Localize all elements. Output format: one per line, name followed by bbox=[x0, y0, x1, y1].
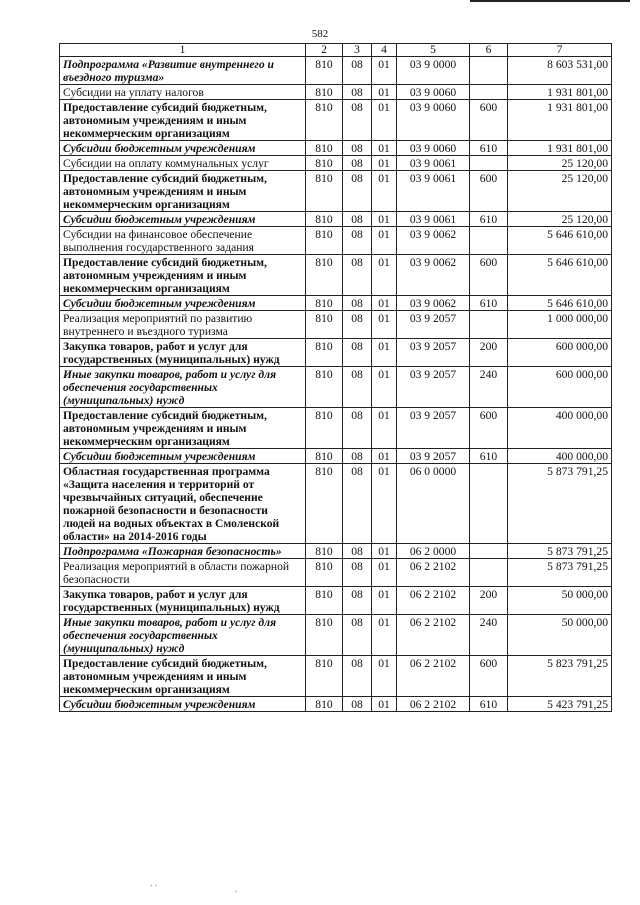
row-code-2: 810 bbox=[306, 339, 343, 367]
row-code-6: 200 bbox=[470, 587, 508, 615]
row-code-3: 08 bbox=[343, 141, 372, 156]
row-sum: 25 120,00 bbox=[508, 212, 612, 227]
row-code-2: 810 bbox=[306, 296, 343, 311]
table-row bbox=[60, 100, 612, 141]
row-code-6: 240 bbox=[470, 367, 508, 408]
row-code-4: 01 bbox=[372, 367, 397, 408]
row-name: Субсидии бюджетным учреждениям bbox=[60, 697, 306, 712]
row-code-2: 810 bbox=[306, 544, 343, 559]
row-code-4: 01 bbox=[372, 255, 397, 296]
row-code-2: 810 bbox=[306, 227, 343, 255]
table-row bbox=[60, 656, 612, 697]
row-code-3: 08 bbox=[343, 57, 372, 85]
row-code-5: 03 9 0060 bbox=[397, 100, 470, 141]
row-code-4: 01 bbox=[372, 57, 397, 85]
table-row bbox=[60, 311, 612, 339]
row-name: Предоставление субсидий бюджетным, автономным учреждениям и иным некоммерческим организациям bbox=[60, 255, 306, 296]
row-code-5: 03 9 0061 bbox=[397, 171, 470, 212]
row-code-3: 08 bbox=[343, 697, 372, 712]
row-code-2: 810 bbox=[306, 156, 343, 171]
row-sum: 5 646 610,00 bbox=[508, 227, 612, 255]
row-sum: 5 646 610,00 bbox=[508, 255, 612, 296]
row-sum: 600 000,00 bbox=[508, 339, 612, 367]
row-code-4: 01 bbox=[372, 141, 397, 156]
table-row bbox=[60, 559, 612, 587]
row-code-2: 810 bbox=[306, 587, 343, 615]
row-code-4: 01 bbox=[372, 464, 397, 544]
row-sum: 1 931 801,00 bbox=[508, 141, 612, 156]
row-code-6: 610 bbox=[470, 296, 508, 311]
row-code-4: 01 bbox=[372, 587, 397, 615]
table-row bbox=[60, 339, 612, 367]
row-code-2: 810 bbox=[306, 367, 343, 408]
row-code-3: 08 bbox=[343, 85, 372, 100]
table-row bbox=[60, 544, 612, 559]
row-name: Предоставление субсидий бюджетным, автономным учреждениям и иным некоммерческим организациям bbox=[60, 656, 306, 697]
row-code-6 bbox=[470, 156, 508, 171]
row-code-3: 08 bbox=[343, 408, 372, 449]
row-code-6 bbox=[470, 311, 508, 339]
row-code-3: 08 bbox=[343, 212, 372, 227]
row-code-3: 08 bbox=[343, 449, 372, 464]
row-sum: 8 603 531,00 bbox=[508, 57, 612, 85]
row-name: Предоставление субсидий бюджетным, автономным учреждениям и иным некоммерческим организациям bbox=[60, 408, 306, 449]
header-col-1: 1 bbox=[60, 44, 306, 57]
table-row bbox=[60, 255, 612, 296]
row-code-5: 06 2 2102 bbox=[397, 559, 470, 587]
row-code-6: 600 bbox=[470, 656, 508, 697]
table-row bbox=[60, 227, 612, 255]
row-code-3: 08 bbox=[343, 227, 372, 255]
row-sum: 5 823 791,25 bbox=[508, 656, 612, 697]
row-sum: 5 646 610,00 bbox=[508, 296, 612, 311]
row-code-6: 200 bbox=[470, 339, 508, 367]
row-code-5: 06 0 0000 bbox=[397, 464, 470, 544]
row-sum: 5 873 791,25 bbox=[508, 544, 612, 559]
row-code-3: 08 bbox=[343, 156, 372, 171]
row-code-3: 08 bbox=[343, 339, 372, 367]
row-code-3: 08 bbox=[343, 544, 372, 559]
row-code-4: 01 bbox=[372, 339, 397, 367]
row-code-6: 600 bbox=[470, 408, 508, 449]
row-code-2: 810 bbox=[306, 697, 343, 712]
row-name: Иные закупки товаров, работ и услуг для обеспечения государственных (муниципальных) нужд bbox=[60, 367, 306, 408]
row-code-6: 610 bbox=[470, 449, 508, 464]
row-code-5: 03 9 2057 bbox=[397, 367, 470, 408]
row-code-3: 08 bbox=[343, 311, 372, 339]
row-code-3: 08 bbox=[343, 587, 372, 615]
row-code-5: 03 9 0000 bbox=[397, 57, 470, 85]
row-code-4: 01 bbox=[372, 85, 397, 100]
row-name: Субсидии на финансовое обеспечение выполнения государственного задания bbox=[60, 227, 306, 255]
row-code-6: 600 bbox=[470, 255, 508, 296]
row-code-3: 08 bbox=[343, 615, 372, 656]
table-row bbox=[60, 57, 612, 85]
row-code-5: 03 9 2057 bbox=[397, 408, 470, 449]
row-code-6 bbox=[470, 227, 508, 255]
row-code-2: 810 bbox=[306, 656, 343, 697]
row-code-4: 01 bbox=[372, 227, 397, 255]
row-name: Реализация мероприятий по развитию внутреннего и въездного туризма bbox=[60, 311, 306, 339]
row-code-5: 06 2 2102 bbox=[397, 587, 470, 615]
row-name: Субсидии бюджетным учреждениям bbox=[60, 449, 306, 464]
row-name: Субсидии бюджетным учреждениям bbox=[60, 296, 306, 311]
row-code-2: 810 bbox=[306, 171, 343, 212]
row-name: Реализация мероприятий в области пожарной безопасности bbox=[60, 559, 306, 587]
row-sum: 1 000 000,00 bbox=[508, 311, 612, 339]
row-code-5: 03 9 0060 bbox=[397, 85, 470, 100]
row-sum: 5 873 791,25 bbox=[508, 464, 612, 544]
row-code-5: 06 2 2102 bbox=[397, 615, 470, 656]
header-col-2: 2 bbox=[306, 44, 343, 57]
row-code-4: 01 bbox=[372, 212, 397, 227]
row-code-5: 03 9 0061 bbox=[397, 156, 470, 171]
row-code-5: 03 9 0062 bbox=[397, 227, 470, 255]
row-sum: 1 931 801,00 bbox=[508, 100, 612, 141]
row-code-4: 01 bbox=[372, 559, 397, 587]
header-row bbox=[60, 44, 612, 57]
row-sum: 400 000,00 bbox=[508, 449, 612, 464]
row-code-4: 01 bbox=[372, 656, 397, 697]
row-sum: 50 000,00 bbox=[508, 615, 612, 656]
row-name: Субсидии бюджетным учреждениям bbox=[60, 212, 306, 227]
row-code-2: 810 bbox=[306, 311, 343, 339]
row-code-4: 01 bbox=[372, 100, 397, 141]
row-code-4: 01 bbox=[372, 408, 397, 449]
table-row bbox=[60, 141, 612, 156]
row-sum: 5 423 791,25 bbox=[508, 697, 612, 712]
table-row bbox=[60, 85, 612, 100]
budget-table bbox=[59, 43, 612, 712]
row-code-5: 03 9 0062 bbox=[397, 296, 470, 311]
row-code-6 bbox=[470, 464, 508, 544]
row-code-2: 810 bbox=[306, 464, 343, 544]
row-code-2: 810 bbox=[306, 449, 343, 464]
row-code-6: 240 bbox=[470, 615, 508, 656]
row-sum: 600 000,00 bbox=[508, 367, 612, 408]
table-row bbox=[60, 296, 612, 311]
row-code-5: 06 2 0000 bbox=[397, 544, 470, 559]
row-code-2: 810 bbox=[306, 615, 343, 656]
row-name: Субсидии бюджетным учреждениям bbox=[60, 141, 306, 156]
row-name: Иные закупки товаров, работ и услуг для обеспечения государственных (муниципальных) нужд bbox=[60, 615, 306, 656]
table-row bbox=[60, 615, 612, 656]
page-number: 582 bbox=[311, 28, 329, 40]
row-code-6: 610 bbox=[470, 697, 508, 712]
row-code-5: 06 2 2102 bbox=[397, 656, 470, 697]
row-code-4: 01 bbox=[372, 296, 397, 311]
row-sum: 25 120,00 bbox=[508, 171, 612, 212]
table-row bbox=[60, 464, 612, 544]
top-edge-rule bbox=[470, 0, 630, 2]
row-name: Субсидии на оплату коммунальных услуг bbox=[60, 156, 306, 171]
table-row bbox=[60, 697, 612, 712]
row-name: Подпрограмма «Пожарная безопасность» bbox=[60, 544, 306, 559]
row-code-3: 08 bbox=[343, 100, 372, 141]
row-code-4: 01 bbox=[372, 171, 397, 212]
row-sum: 25 120,00 bbox=[508, 156, 612, 171]
table-row bbox=[60, 449, 612, 464]
row-code-6 bbox=[470, 57, 508, 85]
row-code-2: 810 bbox=[306, 85, 343, 100]
row-sum: 5 873 791,25 bbox=[508, 559, 612, 587]
header-col-3: 3 bbox=[343, 44, 372, 57]
row-name: Предоставление субсидий бюджетным, автономным учреждениям и иным некоммерческим организациям bbox=[60, 100, 306, 141]
row-code-4: 01 bbox=[372, 156, 397, 171]
row-name: Предоставление субсидий бюджетным, автономным учреждениям и иным некоммерческим организациям bbox=[60, 171, 306, 212]
header-col-5: 5 bbox=[397, 44, 470, 57]
row-code-2: 810 bbox=[306, 255, 343, 296]
row-code-3: 08 bbox=[343, 255, 372, 296]
row-code-4: 01 bbox=[372, 615, 397, 656]
row-code-5: 03 9 0061 bbox=[397, 212, 470, 227]
row-code-6: 610 bbox=[470, 141, 508, 156]
row-code-3: 08 bbox=[343, 559, 372, 587]
row-code-2: 810 bbox=[306, 408, 343, 449]
row-code-5: 03 9 0062 bbox=[397, 255, 470, 296]
row-code-5: 06 2 2102 bbox=[397, 697, 470, 712]
row-name: Подпрограмма «Развитие внутреннего и въездного туризма» bbox=[60, 57, 306, 85]
row-code-6 bbox=[470, 85, 508, 100]
row-code-2: 810 bbox=[306, 57, 343, 85]
row-sum: 400 000,00 bbox=[508, 408, 612, 449]
table-row bbox=[60, 367, 612, 408]
header-col-6: 6 bbox=[470, 44, 508, 57]
table-row bbox=[60, 408, 612, 449]
row-code-4: 01 bbox=[372, 697, 397, 712]
row-code-4: 01 bbox=[372, 311, 397, 339]
row-sum: 50 000,00 bbox=[508, 587, 612, 615]
table-row bbox=[60, 587, 612, 615]
header-col-7: 7 bbox=[508, 44, 612, 57]
table-row bbox=[60, 212, 612, 227]
row-name: Закупка товаров, работ и услуг для государственных (муниципальных) нужд bbox=[60, 339, 306, 367]
row-code-3: 08 bbox=[343, 171, 372, 212]
row-code-4: 01 bbox=[372, 544, 397, 559]
row-code-6: 600 bbox=[470, 100, 508, 141]
scan-speck-2: . bbox=[235, 884, 238, 895]
row-code-6 bbox=[470, 559, 508, 587]
row-code-2: 810 bbox=[306, 559, 343, 587]
row-code-6: 600 bbox=[470, 171, 508, 212]
row-code-2: 810 bbox=[306, 100, 343, 141]
row-code-3: 08 bbox=[343, 656, 372, 697]
scan-speck-1: . . bbox=[150, 878, 158, 889]
header-col-4: 4 bbox=[372, 44, 397, 57]
table-body bbox=[60, 57, 612, 712]
table-row bbox=[60, 156, 612, 171]
row-code-3: 08 bbox=[343, 464, 372, 544]
row-code-6: 610 bbox=[470, 212, 508, 227]
row-code-5: 03 9 2057 bbox=[397, 449, 470, 464]
row-name: Областная государственная программа «Защита населения и территорий от чрезвычайных ситуаций, обеспечение пожарной безопасности и безопасности людей на водных объектах в Смоленской области» на 2014-2016 годы bbox=[60, 464, 306, 544]
row-code-2: 810 bbox=[306, 141, 343, 156]
row-code-2: 810 bbox=[306, 212, 343, 227]
row-code-4: 01 bbox=[372, 449, 397, 464]
row-code-5: 03 9 2057 bbox=[397, 311, 470, 339]
row-sum: 1 931 801,00 bbox=[508, 85, 612, 100]
row-code-5: 03 9 0060 bbox=[397, 141, 470, 156]
row-code-6 bbox=[470, 544, 508, 559]
row-name: Субсидии на уплату налогов bbox=[60, 85, 306, 100]
row-code-3: 08 bbox=[343, 296, 372, 311]
row-code-5: 03 9 2057 bbox=[397, 339, 470, 367]
row-code-3: 08 bbox=[343, 367, 372, 408]
row-name: Закупка товаров, работ и услуг для государственных (муниципальных) нужд bbox=[60, 587, 306, 615]
table-row bbox=[60, 171, 612, 212]
